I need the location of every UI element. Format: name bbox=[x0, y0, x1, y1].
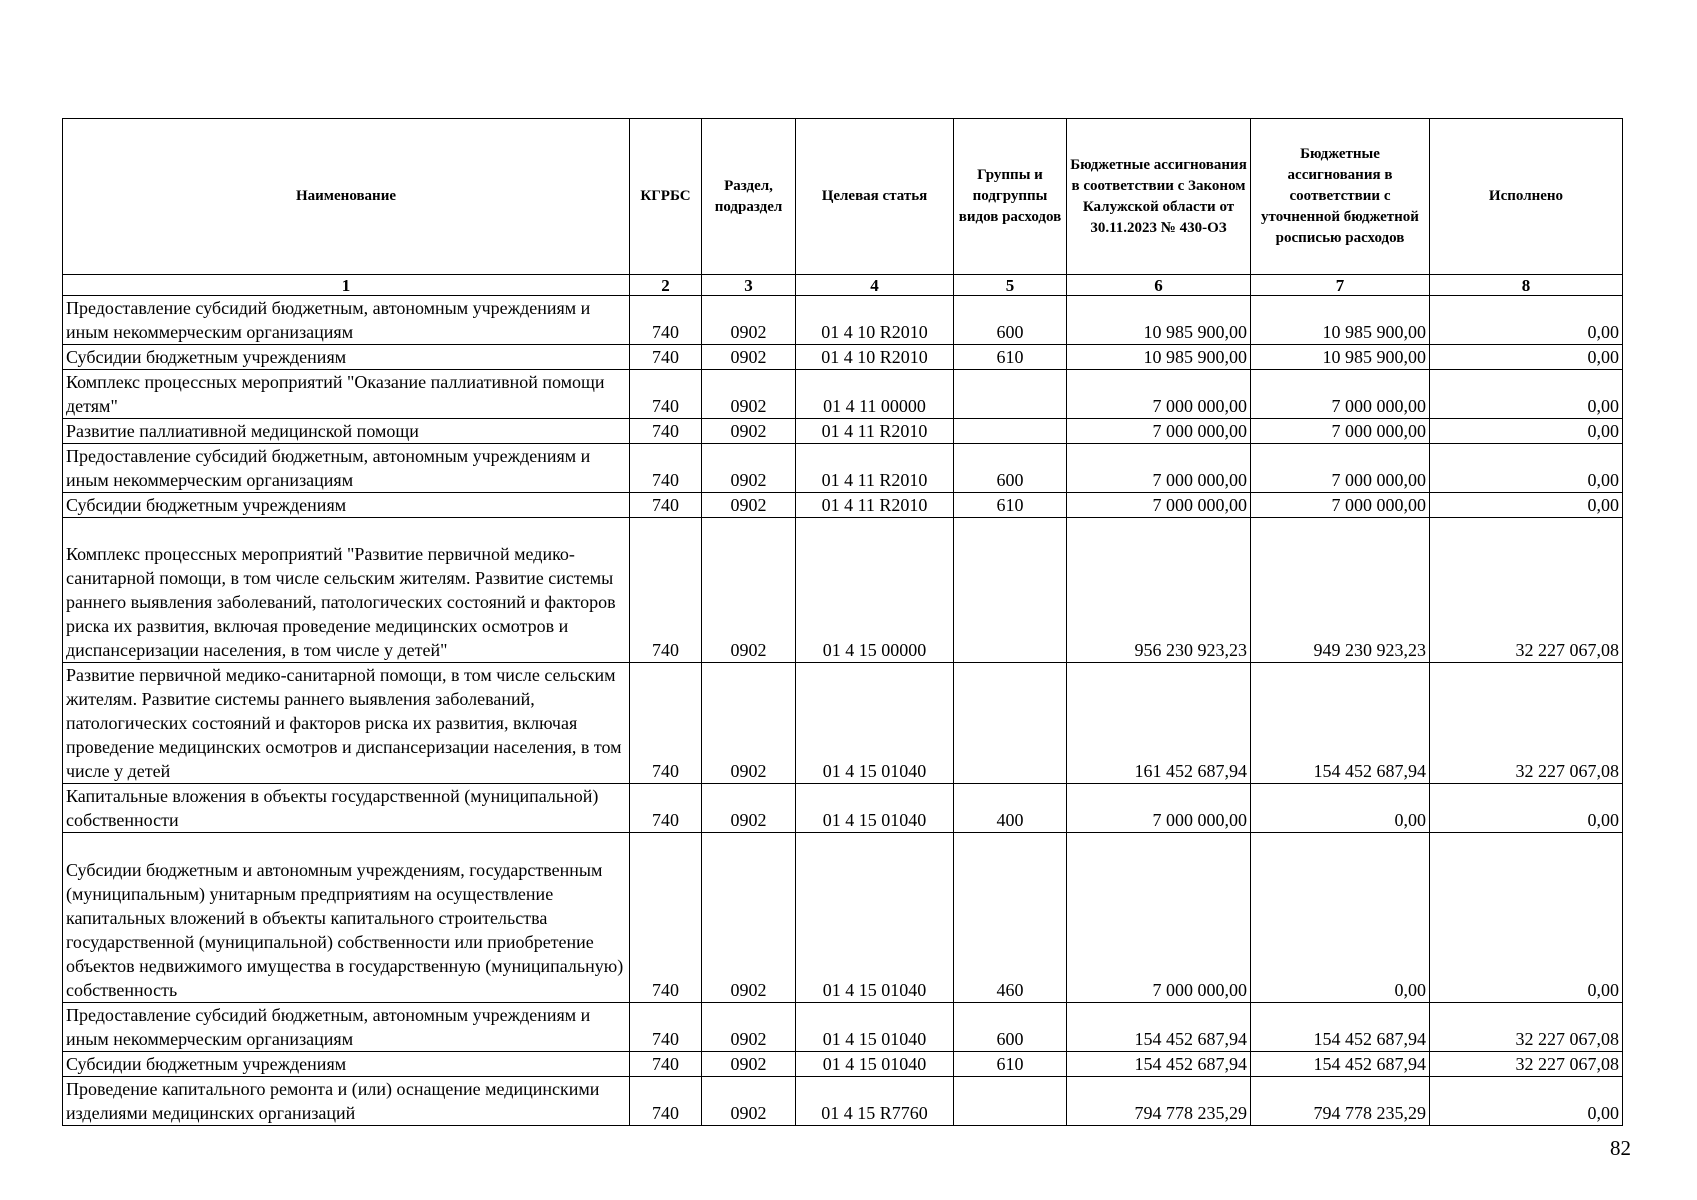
column-number: 7 bbox=[1251, 275, 1430, 296]
column-number: 8 bbox=[1430, 275, 1623, 296]
row-executed: 0,00 bbox=[1430, 419, 1623, 444]
row-refined-allocation: 0,00 bbox=[1251, 784, 1430, 833]
row-razdel: 0902 bbox=[702, 296, 796, 345]
row-kgrbs: 740 bbox=[630, 784, 702, 833]
row-refined-allocation: 7 000 000,00 bbox=[1251, 444, 1430, 493]
row-law-allocation: 154 452 687,94 bbox=[1067, 1003, 1251, 1052]
row-expense-group: 600 bbox=[954, 1003, 1067, 1052]
row-target-article: 01 4 15 01040 bbox=[796, 663, 954, 784]
row-law-allocation: 7 000 000,00 bbox=[1067, 444, 1251, 493]
row-target-article: 01 4 11 R2010 bbox=[796, 444, 954, 493]
row-razdel: 0902 bbox=[702, 663, 796, 784]
row-target-article: 01 4 15 R7760 bbox=[796, 1077, 954, 1126]
row-refined-allocation: 154 452 687,94 bbox=[1251, 1003, 1430, 1052]
row-name: Субсидии бюджетным учреждениям bbox=[63, 345, 630, 370]
row-expense-group: 610 bbox=[954, 493, 1067, 518]
row-kgrbs: 740 bbox=[630, 1077, 702, 1126]
row-target-article: 01 4 15 01040 bbox=[796, 1052, 954, 1077]
row-name: Развитие первичной медико-санитарной помощи, в том числе сельским жителям. Развитие системы раннего выявления заболеваний, патологических состояний и факторов риска их развития, включая проведение медицинских осмотров и диспансеризации населения, в том числе у детей bbox=[63, 663, 630, 784]
row-law-allocation: 154 452 687,94 bbox=[1067, 1052, 1251, 1077]
row-kgrbs: 740 bbox=[630, 493, 702, 518]
row-refined-allocation: 7 000 000,00 bbox=[1251, 419, 1430, 444]
row-executed: 0,00 bbox=[1430, 1077, 1623, 1126]
row-target-article: 01 4 15 01040 bbox=[796, 784, 954, 833]
table-row bbox=[63, 663, 1623, 784]
row-refined-allocation: 154 452 687,94 bbox=[1251, 663, 1430, 784]
row-name: Субсидии бюджетным учреждениям bbox=[63, 1052, 630, 1077]
row-target-article: 01 4 11 00000 bbox=[796, 370, 954, 419]
header-target-article: Целевая статья bbox=[796, 119, 954, 275]
row-refined-allocation: 7 000 000,00 bbox=[1251, 370, 1430, 419]
row-name: Субсидии бюджетным и автономным учреждениям, государственным (муниципальным) унитарным предприятиям на осуществление капитальных вложений в объекты капитального строительства государственной (муниципальной) собственности или приобретение объектов недвижимого имущества в государственную (муниципальную) собственность bbox=[63, 833, 630, 1003]
row-refined-allocation: 0,00 bbox=[1251, 833, 1430, 1003]
row-target-article: 01 4 10 R2010 bbox=[796, 345, 954, 370]
row-refined-allocation: 10 985 900,00 bbox=[1251, 345, 1430, 370]
row-law-allocation: 10 985 900,00 bbox=[1067, 345, 1251, 370]
table-row bbox=[63, 1003, 1623, 1052]
row-kgrbs: 740 bbox=[630, 663, 702, 784]
row-razdel: 0902 bbox=[702, 784, 796, 833]
row-name: Комплекс процессных мероприятий "Развитие первичной медико-санитарной помощи, в том числе сельским жителям. Развитие системы раннего выявления заболеваний, патологических состояний и факторов риска их развития, включая проведение медицинских осмотров и диспансеризации населения, в том числе у детей" bbox=[63, 518, 630, 663]
header-name: Наименование bbox=[63, 119, 630, 275]
column-number: 4 bbox=[796, 275, 954, 296]
row-expense-group: 600 bbox=[954, 296, 1067, 345]
row-law-allocation: 956 230 923,23 bbox=[1067, 518, 1251, 663]
row-executed: 0,00 bbox=[1430, 345, 1623, 370]
table-row bbox=[63, 784, 1623, 833]
header-law-allocations: Бюджетные ассигнования в соответствии с Законом Калужской области от 30.11.2023 № 430-ОЗ bbox=[1067, 119, 1251, 275]
row-expense-group: 600 bbox=[954, 444, 1067, 493]
budget-table bbox=[62, 118, 1623, 1126]
header-refined-allocations: Бюджетные ассигнования в соответствии с уточненной бюджетной росписью расходов bbox=[1251, 119, 1430, 275]
row-expense-group: 610 bbox=[954, 345, 1067, 370]
table-row bbox=[63, 493, 1623, 518]
table-row bbox=[63, 833, 1623, 1003]
table-row bbox=[63, 296, 1623, 345]
row-law-allocation: 10 985 900,00 bbox=[1067, 296, 1251, 345]
row-law-allocation: 7 000 000,00 bbox=[1067, 833, 1251, 1003]
table-row bbox=[63, 444, 1623, 493]
header-row bbox=[63, 119, 1623, 275]
row-executed: 0,00 bbox=[1430, 784, 1623, 833]
row-executed: 0,00 bbox=[1430, 296, 1623, 345]
row-razdel: 0902 bbox=[702, 1052, 796, 1077]
row-razdel: 0902 bbox=[702, 370, 796, 419]
row-razdel: 0902 bbox=[702, 833, 796, 1003]
table-row bbox=[63, 1077, 1623, 1126]
row-kgrbs: 740 bbox=[630, 1003, 702, 1052]
row-razdel: 0902 bbox=[702, 518, 796, 663]
page-number: 82 bbox=[1610, 1136, 1631, 1160]
row-name: Предоставление субсидий бюджетным, автономным учреждениям и иным некоммерческим организациям bbox=[63, 1003, 630, 1052]
row-refined-allocation: 10 985 900,00 bbox=[1251, 296, 1430, 345]
row-refined-allocation: 794 778 235,29 bbox=[1251, 1077, 1430, 1126]
row-name: Развитие паллиативной медицинской помощи bbox=[63, 419, 630, 444]
row-executed: 0,00 bbox=[1430, 444, 1623, 493]
table-row bbox=[63, 345, 1623, 370]
header-expense-groups: Группы и подгруппы видов расходов bbox=[954, 119, 1067, 275]
row-name: Предоставление субсидий бюджетным, автономным учреждениям и иным некоммерческим организациям bbox=[63, 296, 630, 345]
row-target-article: 01 4 11 R2010 bbox=[796, 419, 954, 444]
header-razdel: Раздел, подраздел bbox=[702, 119, 796, 275]
row-razdel: 0902 bbox=[702, 493, 796, 518]
table-row bbox=[63, 1052, 1623, 1077]
column-number-row bbox=[63, 275, 1623, 296]
row-target-article: 01 4 15 00000 bbox=[796, 518, 954, 663]
row-target-article: 01 4 11 R2010 bbox=[796, 493, 954, 518]
row-razdel: 0902 bbox=[702, 1077, 796, 1126]
row-expense-group: 610 bbox=[954, 1052, 1067, 1077]
row-executed: 0,00 bbox=[1430, 833, 1623, 1003]
row-executed: 0,00 bbox=[1430, 370, 1623, 419]
row-law-allocation: 7 000 000,00 bbox=[1067, 419, 1251, 444]
row-executed: 32 227 067,08 bbox=[1430, 1003, 1623, 1052]
table-row bbox=[63, 518, 1623, 663]
row-kgrbs: 740 bbox=[630, 345, 702, 370]
row-refined-allocation: 949 230 923,23 bbox=[1251, 518, 1430, 663]
row-kgrbs: 740 bbox=[630, 1052, 702, 1077]
row-expense-group bbox=[954, 1077, 1067, 1126]
row-law-allocation: 794 778 235,29 bbox=[1067, 1077, 1251, 1126]
row-executed: 32 227 067,08 bbox=[1430, 518, 1623, 663]
row-expense-group bbox=[954, 518, 1067, 663]
row-law-allocation: 161 452 687,94 bbox=[1067, 663, 1251, 784]
column-number: 6 bbox=[1067, 275, 1251, 296]
row-kgrbs: 740 bbox=[630, 518, 702, 663]
column-number: 3 bbox=[702, 275, 796, 296]
row-name: Предоставление субсидий бюджетным, автономным учреждениям и иным некоммерческим организациям bbox=[63, 444, 630, 493]
row-razdel: 0902 bbox=[702, 1003, 796, 1052]
table-body bbox=[63, 296, 1623, 1126]
row-kgrbs: 740 bbox=[630, 419, 702, 444]
row-executed: 0,00 bbox=[1430, 493, 1623, 518]
header-executed: Исполнено bbox=[1430, 119, 1623, 275]
row-kgrbs: 740 bbox=[630, 444, 702, 493]
row-expense-group: 460 bbox=[954, 833, 1067, 1003]
row-name: Проведение капитального ремонта и (или) оснащение медицинскими изделиями медицинских организаций bbox=[63, 1077, 630, 1126]
row-expense-group bbox=[954, 370, 1067, 419]
column-number: 1 bbox=[63, 275, 630, 296]
row-name: Субсидии бюджетным учреждениям bbox=[63, 493, 630, 518]
row-kgrbs: 740 bbox=[630, 833, 702, 1003]
row-law-allocation: 7 000 000,00 bbox=[1067, 784, 1251, 833]
row-executed: 32 227 067,08 bbox=[1430, 663, 1623, 784]
row-expense-group: 400 bbox=[954, 784, 1067, 833]
row-kgrbs: 740 bbox=[630, 370, 702, 419]
table-row bbox=[63, 370, 1623, 419]
row-refined-allocation: 154 452 687,94 bbox=[1251, 1052, 1430, 1077]
row-target-article: 01 4 15 01040 bbox=[796, 1003, 954, 1052]
row-law-allocation: 7 000 000,00 bbox=[1067, 370, 1251, 419]
row-expense-group bbox=[954, 663, 1067, 784]
row-razdel: 0902 bbox=[702, 419, 796, 444]
row-law-allocation: 7 000 000,00 bbox=[1067, 493, 1251, 518]
row-name: Капитальные вложения в объекты государственной (муниципальной) собственности bbox=[63, 784, 630, 833]
row-kgrbs: 740 bbox=[630, 296, 702, 345]
row-target-article: 01 4 15 01040 bbox=[796, 833, 954, 1003]
row-expense-group bbox=[954, 419, 1067, 444]
table-row bbox=[63, 419, 1623, 444]
column-number: 5 bbox=[954, 275, 1067, 296]
row-razdel: 0902 bbox=[702, 444, 796, 493]
row-target-article: 01 4 10 R2010 bbox=[796, 296, 954, 345]
column-number: 2 bbox=[630, 275, 702, 296]
header-kgrbs: КГРБС bbox=[630, 119, 702, 275]
row-executed: 32 227 067,08 bbox=[1430, 1052, 1623, 1077]
row-refined-allocation: 7 000 000,00 bbox=[1251, 493, 1430, 518]
row-razdel: 0902 bbox=[702, 345, 796, 370]
row-name: Комплекс процессных мероприятий "Оказание паллиативной помощи детям" bbox=[63, 370, 630, 419]
